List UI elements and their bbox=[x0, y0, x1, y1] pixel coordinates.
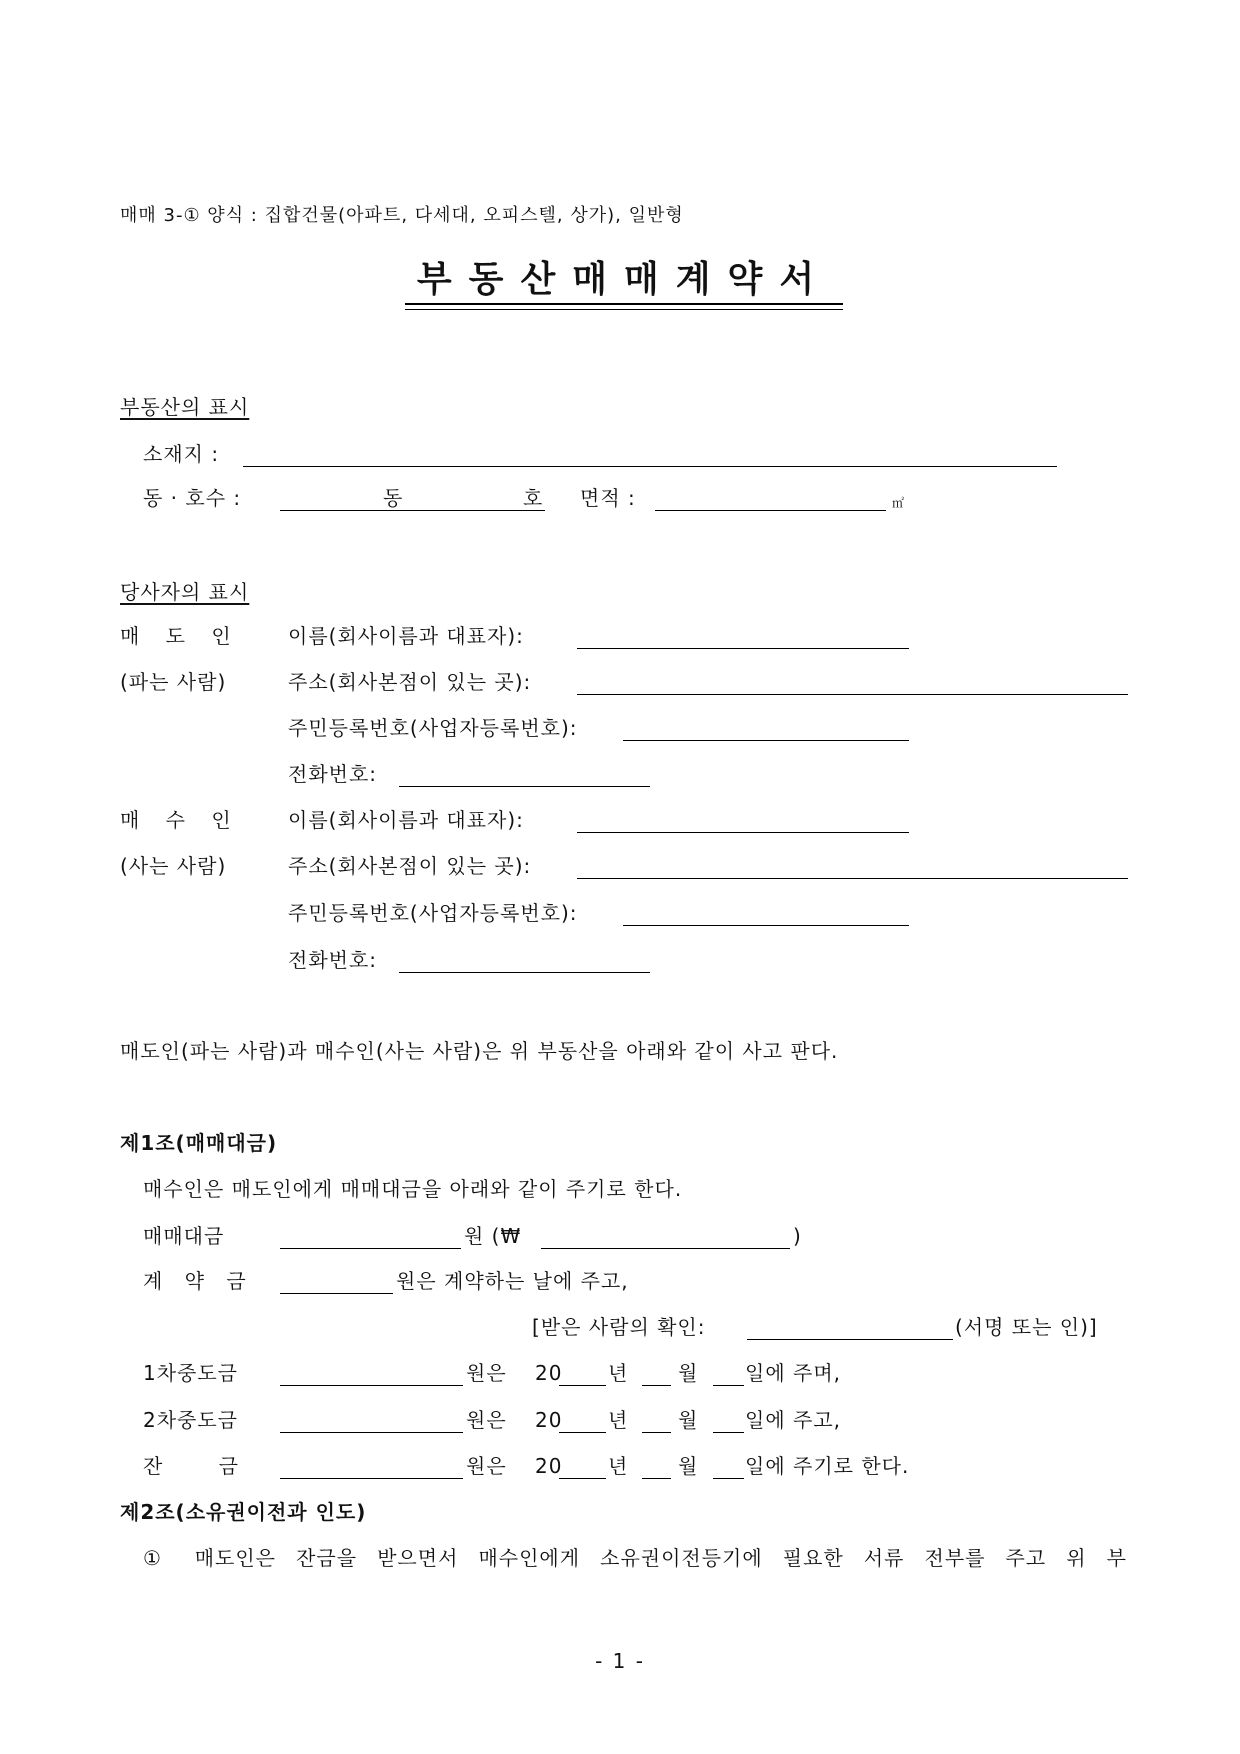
installment1-day-text: 일에 주며, bbox=[745, 1361, 841, 1385]
installment2-year-line bbox=[559, 1432, 606, 1433]
article1-heading: 제1조(매매대금) bbox=[120, 1131, 278, 1155]
seller-phone-label: 전화번호: bbox=[288, 762, 378, 786]
page-number: - 1 - bbox=[595, 1649, 645, 1673]
area-unit: ㎡ bbox=[892, 496, 906, 510]
ho-label: 호 bbox=[523, 486, 544, 510]
seller-address-blank-line bbox=[577, 694, 1128, 695]
installment2-amount-line bbox=[280, 1432, 463, 1433]
installment1-day-line bbox=[713, 1385, 744, 1386]
buyer-name-label: 이름(회사이름과 대표자): bbox=[288, 808, 524, 832]
area-blank-line bbox=[655, 510, 886, 511]
installment2-won: 원은 bbox=[466, 1408, 507, 1432]
unit-label: 동 · 호수 : bbox=[143, 486, 242, 510]
installment1-month-line bbox=[642, 1385, 671, 1386]
area-label: 면적 : bbox=[580, 486, 636, 510]
price-label: 매매대금 bbox=[143, 1224, 225, 1248]
buyer-name-blank-line bbox=[577, 832, 909, 833]
price-numeric-blank-line bbox=[541, 1248, 790, 1249]
balance-day-line bbox=[713, 1478, 744, 1479]
seller-name-blank-line bbox=[577, 648, 909, 649]
deposit-blank-line bbox=[280, 1293, 393, 1294]
receipt-suffix: (서명 또는 인)] bbox=[955, 1315, 1098, 1339]
balance-day-text: 일에 주기로 한다. bbox=[745, 1454, 910, 1478]
seller-name-label: 이름(회사이름과 대표자): bbox=[288, 624, 524, 648]
balance-amount-line bbox=[280, 1478, 463, 1479]
title-underline-thick bbox=[405, 303, 843, 305]
installment2-year-prefix: 20 bbox=[535, 1408, 563, 1432]
buyer-id-blank-line bbox=[623, 925, 909, 926]
receipt-label: [받은 사람의 확인: bbox=[532, 1315, 706, 1339]
deposit-label: 계 약 금 bbox=[143, 1269, 247, 1293]
installment1-label: 1차중도금 bbox=[143, 1361, 239, 1385]
buyer-phone-label: 전화번호: bbox=[288, 948, 378, 972]
installment2-month: 월 bbox=[678, 1408, 699, 1432]
seller-phone-blank-line bbox=[399, 786, 650, 787]
buyer-address-blank-line bbox=[577, 878, 1128, 879]
balance-won: 원은 bbox=[466, 1454, 507, 1478]
title-underline-thin bbox=[405, 309, 843, 310]
balance-month: 월 bbox=[678, 1454, 699, 1478]
installment1-won: 원은 bbox=[466, 1361, 507, 1385]
seller-role: 매 도 인 bbox=[120, 624, 232, 648]
balance-month-line bbox=[642, 1478, 671, 1479]
seller-id-blank-line bbox=[623, 740, 909, 741]
document-title: 부동산매매계약서 bbox=[416, 259, 832, 300]
installment2-month-line bbox=[642, 1432, 671, 1433]
location-blank-line bbox=[243, 466, 1057, 467]
balance-year-prefix: 20 bbox=[535, 1454, 563, 1478]
installment1-year-line bbox=[559, 1385, 606, 1386]
location-label: 소재지 : bbox=[143, 442, 220, 466]
article1-intro: 매수인은 매도인에게 매매대금을 아래와 같이 주기로 한다. bbox=[143, 1177, 683, 1201]
installment2-day-line bbox=[713, 1432, 744, 1433]
balance-year: 년 bbox=[608, 1454, 629, 1478]
installment2-label: 2차중도금 bbox=[143, 1408, 239, 1432]
installment1-year-prefix: 20 bbox=[535, 1361, 563, 1385]
buyer-phone-blank-line bbox=[399, 972, 650, 973]
article2-clause1: ① 매도인은 잔금을 받으면서 매수인에게 소유권이전등기에 필요한 서류 전부를 주고 위 부 bbox=[143, 1546, 1127, 1570]
seller-role-sub: (파는 사람) bbox=[120, 670, 227, 694]
agreement-sentence: 매도인(파는 사람)과 매수인(사는 사람)은 위 부동산을 아래와 같이 사고 판다. bbox=[120, 1039, 839, 1063]
deposit-text: 원은 계약하는 날에 주고, bbox=[396, 1269, 629, 1293]
price-won: 원 (₩ bbox=[464, 1224, 522, 1248]
receipt-blank-line bbox=[747, 1339, 953, 1340]
installment2-year: 년 bbox=[608, 1408, 629, 1432]
seller-id-label: 주민등록번호(사업자등록번호): bbox=[288, 716, 578, 740]
dong-label: 동 bbox=[383, 486, 404, 510]
installment1-amount-line bbox=[280, 1385, 463, 1386]
form-code: 매매 3-① 양식 : 집합건물(아파트, 다세대, 오피스텔, 상가), 일반형 bbox=[120, 205, 684, 226]
installment2-day-text: 일에 주고, bbox=[745, 1408, 841, 1432]
installment1-month: 월 bbox=[678, 1361, 699, 1385]
price-blank-line bbox=[280, 1248, 461, 1249]
buyer-id-label: 주민등록번호(사업자등록번호): bbox=[288, 901, 578, 925]
balance-year-line bbox=[559, 1478, 606, 1479]
price-close: ) bbox=[793, 1224, 802, 1248]
parties-heading: 당사자의 표시 bbox=[120, 580, 250, 604]
buyer-address-label: 주소(회사본점이 있는 곳): bbox=[288, 854, 532, 878]
property-heading: 부동산의 표시 bbox=[120, 395, 250, 419]
balance-label: 잔 금 bbox=[143, 1454, 239, 1478]
buyer-role: 매 수 인 bbox=[120, 808, 232, 832]
article2-heading: 제2조(소유권이전과 인도) bbox=[120, 1500, 367, 1524]
unit-blank-line bbox=[280, 510, 545, 511]
installment1-year: 년 bbox=[608, 1361, 629, 1385]
buyer-role-sub: (사는 사람) bbox=[120, 854, 227, 878]
seller-address-label: 주소(회사본점이 있는 곳): bbox=[288, 670, 532, 694]
